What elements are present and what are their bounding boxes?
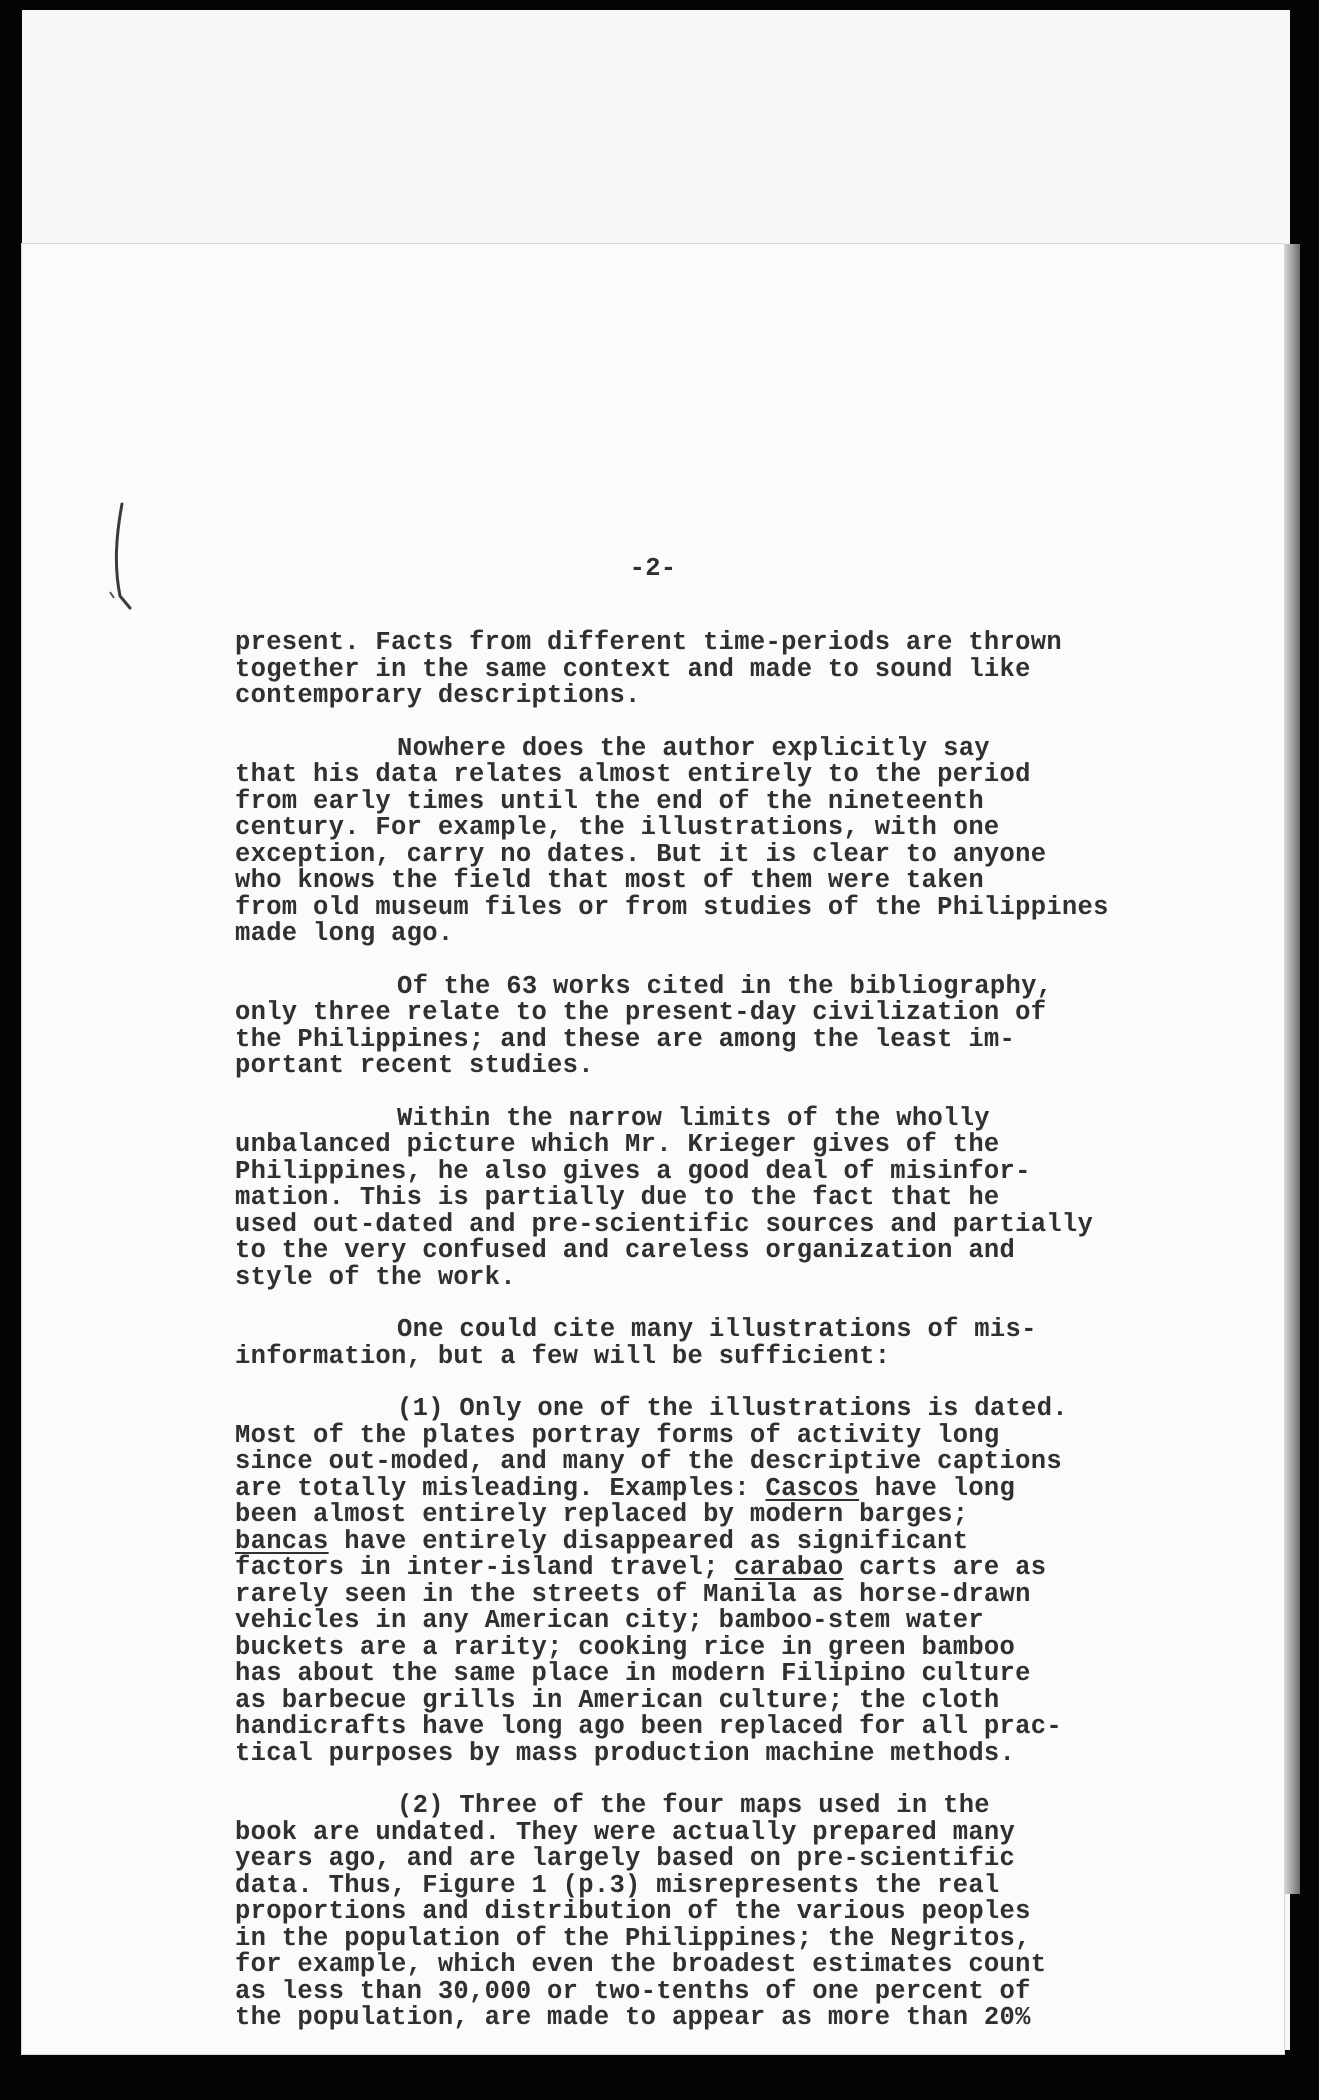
- paragraph-4: [235, 1103, 1125, 1292]
- paragraph-2: [235, 733, 1125, 948]
- underlined-term: carabao: [734, 1553, 844, 1582]
- document-page: [22, 244, 1284, 2054]
- paragraph-3: [235, 971, 1125, 1080]
- text-segment: Nowhere does the author explicitly say that his data relates almost entirely to the period from early times until the end of the nineteenth century. For example, the illustrations, with one exception, carry no dates. But it is clear to anyone who knows the field that most of them were taken from old museum files or from studies of the Philippines made long ago.: [235, 733, 1109, 948]
- text-segment: carts are as rarely seen in the streets of Manila as horse-drawn vehicles in any American city; bamboo-stem water buckets are a rarity; cooking rice in green bamboo has about the same place in modern Filipino culture as barbecue grills in American culture; the cloth handicrafts have long ago been replaced for all prac- tical purposes by mass production machine methods.: [235, 1553, 1062, 1768]
- paragraph-7: [235, 1793, 1125, 2032]
- paragraph-6: [235, 1396, 1125, 1767]
- text-segment: Within the narrow limits of the wholly unbalanced picture which Mr. Krieger gives of the Philippines, he also gives a good deal of misinfor- mation. This is partially due to the fact that he used out-dated and pre-scientific sources and partially to the very confused and careless organization and style of the work.: [235, 1103, 1094, 1292]
- paragraph-5: [235, 1317, 1125, 1370]
- paragraph-1: [235, 630, 1125, 710]
- text-segment: have entirely disappeared as significant factors in inter-island travel;: [235, 1526, 969, 1582]
- underlined-term: bancas: [235, 1526, 329, 1556]
- text-segment: One could cite many illustrations of mis- information, but a few will be sufficient:: [235, 1315, 1037, 1371]
- text-segment: Of the 63 works cited in the bibliography, only three relate to the present-day civilization of the Philippines; and these are among the least im- portant recent studies.: [235, 971, 1053, 1080]
- page-number: -2-: [629, 554, 677, 583]
- body-text: [235, 630, 1125, 2058]
- text-segment: (2) Three of the four maps used in the book are undated. They were actually prepared many years ago, and are largely based on pre-scientific data. Thus, Figure 1 (p.3) misrepresents the real proportions and distribution of the various peoples in the population of the Philippines; the Negritos, for example, which even the broadest estimates count as less than 30,000 or two-tenths of one percent of the population, are made to appear as more than 20%: [235, 1791, 1047, 2032]
- text-segment: (1) Only one of the illustrations is dated. Most of the plates portray forms of activity long since out-moded, and many of the descriptive captions are totally misleading. Examples:: [235, 1394, 1068, 1503]
- text-segment: have long been almost entirely replaced by modern barges;: [235, 1473, 1016, 1529]
- text-segment: present. Facts from different time-periods are thrown together in the same context and made to sound like contemporary descriptions.: [235, 628, 1062, 710]
- underlined-term: Cascos: [765, 1473, 860, 1503]
